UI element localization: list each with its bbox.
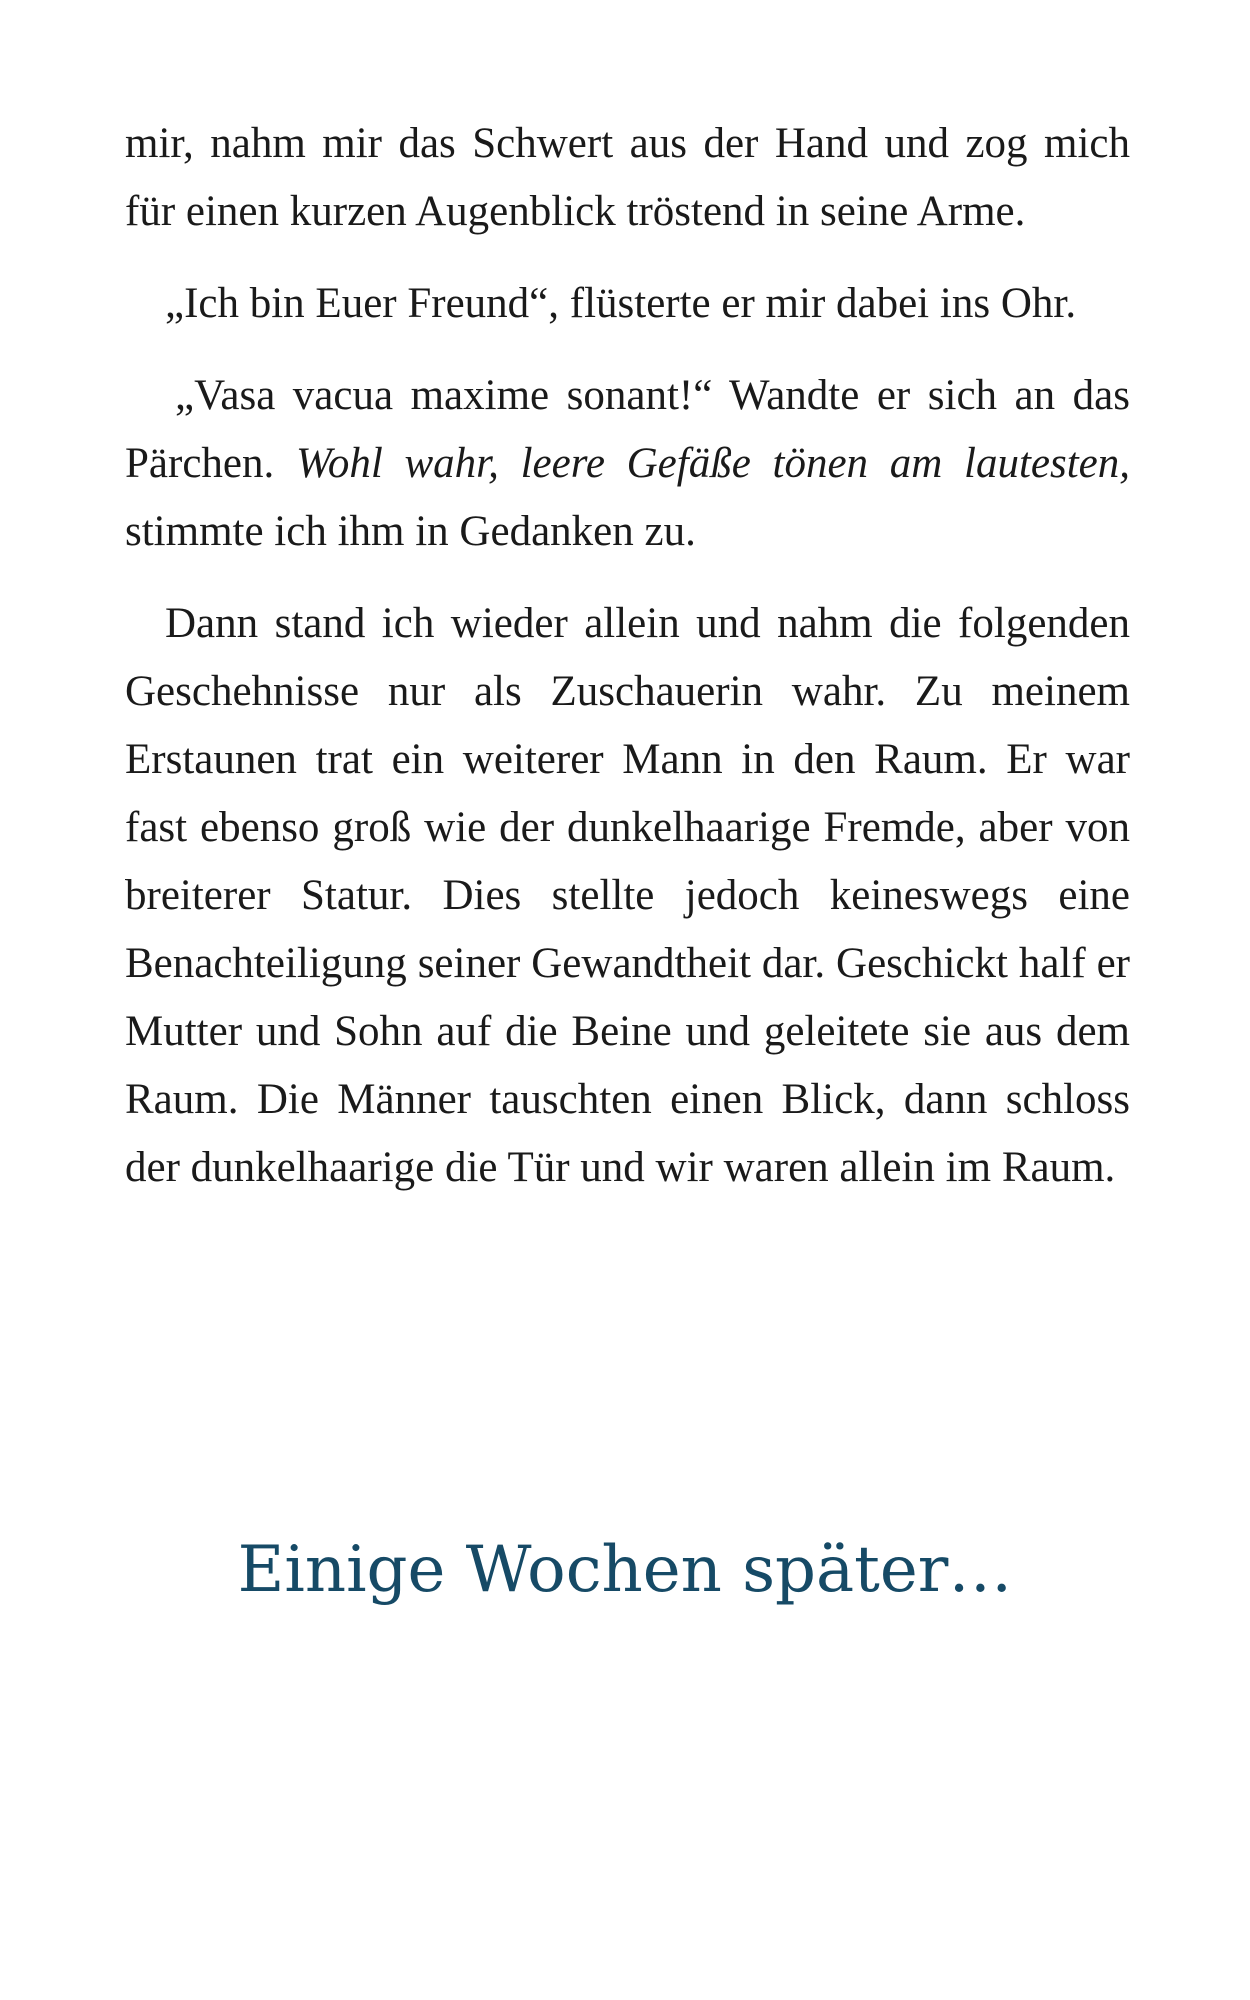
narration-text: stimmte ich ihm in Gedanken zu.	[125, 508, 696, 555]
section-heading: Einige Wochen später…	[237, 1533, 1013, 1607]
italic-thought-text: Wohl wahr, leere Gefäße tönen am lautesten,	[295, 440, 1130, 487]
paragraph-continuation: mir, nahm mir das Schwert aus der Hand und zog mich für einen kurzen Augenblick tröstend in seine Arme.	[125, 120, 1130, 235]
paragraph-dialogue-friend: „Ich bin Euer Freund“, flüsterte er mir dabei ins Ohr.	[165, 280, 1077, 327]
paragraph-dialogue-latin	[125, 362, 1130, 566]
book-page-body	[125, 110, 1130, 1226]
latin-quote-text: „Vasa vacua maxime sonant!“ Wandte er sich an das Pärchen.	[125, 372, 1130, 487]
paragraph-narration: Dann stand ich wieder allein und nahm die folgenden Geschehnisse nur als Zuschauerin wahr. Zu meinem Erstaunen trat ein weiterer Mann in den Raum. Er war fast ebenso groß wie der dunkelhaarige Fremde, aber von breiterer Statur. Dies stellte jedoch keineswegs eine Benachteiligung seiner Gewandtheit dar. Geschickt half er Mutter und Sohn auf die Beine und geleitete sie aus dem Raum. Die Männer tauschten einen Blick, dann schloss der dunkelhaarige die Tür und wir waren allein im Raum.	[125, 600, 1130, 1191]
